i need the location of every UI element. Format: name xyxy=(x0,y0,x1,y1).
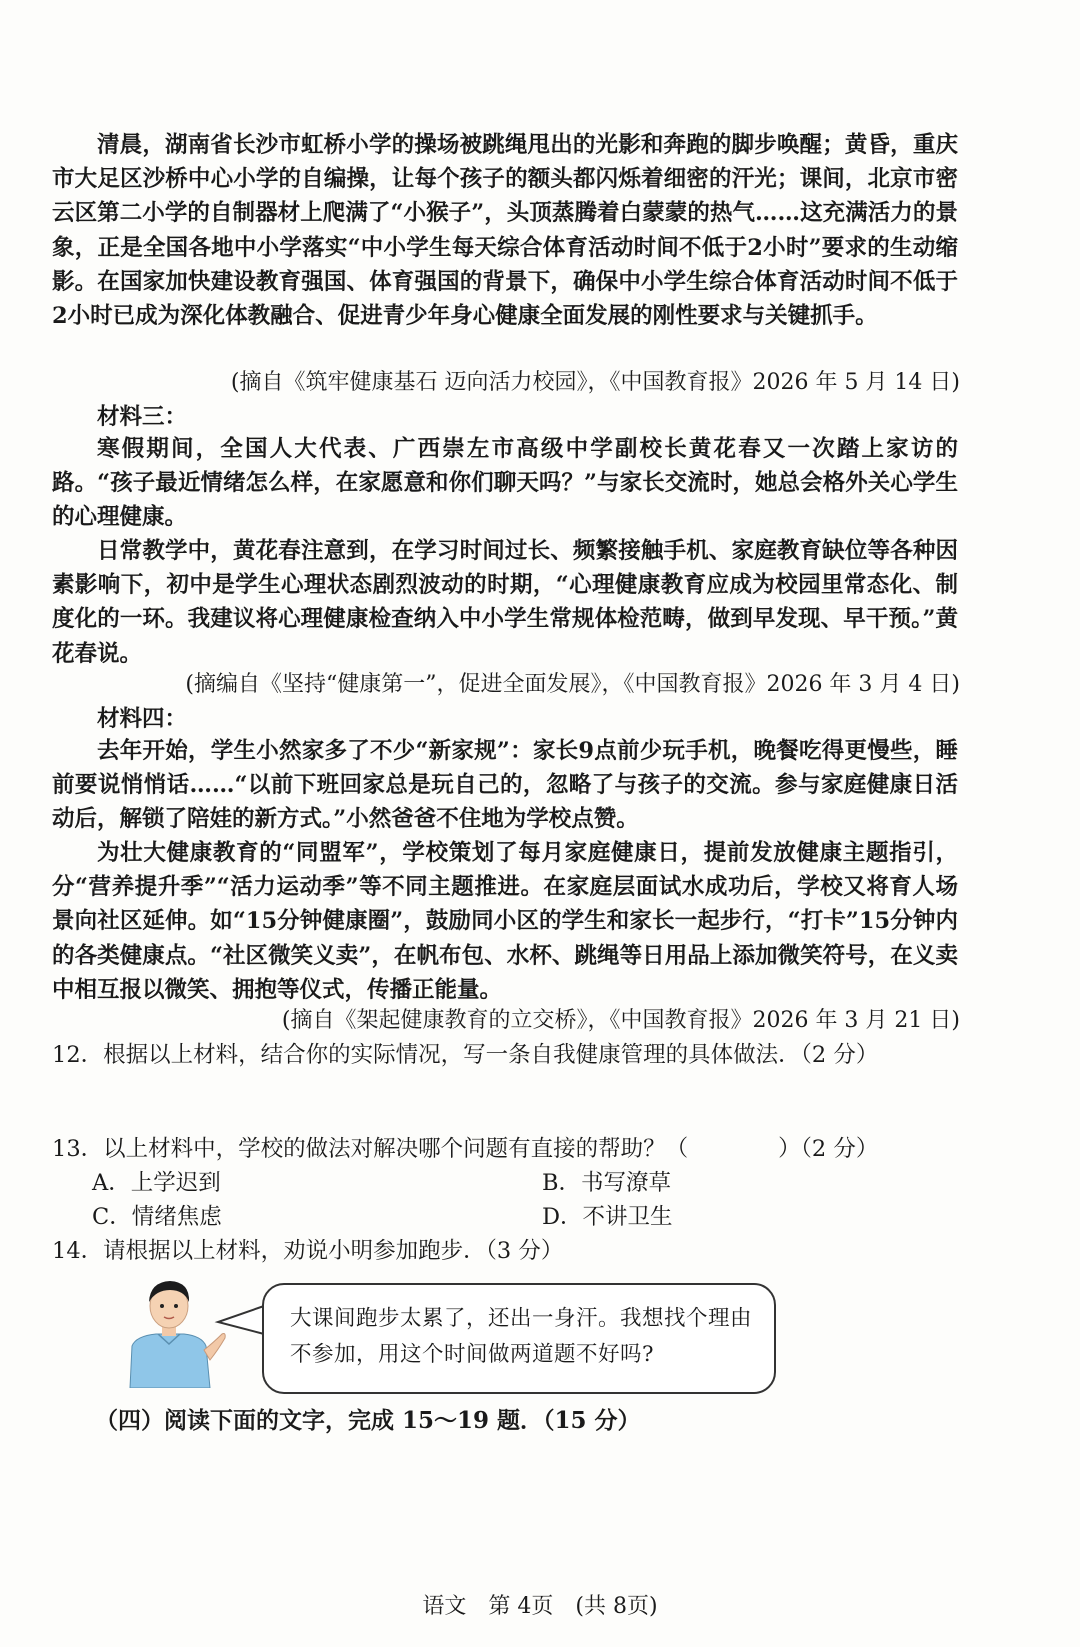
material3-source: (摘编自《坚持“健康第一”，促进全面发展》，《中国教育报》2026 年 3 月 4 日) xyxy=(185,672,960,697)
material4-paragraph-2: 为壮大健康教育的“同盟军”，学校策划了每月家庭健康日，提前发放健康主题指引，分“营养提升季”“活力运动季”等不同主题推进。在家庭层面试水成功后，学校又将育人场景向社区延伸。如“15分钟健康圈”，鼓励同小区的学生和家长一起步行，“打卡”15分钟内的各类健康点。“社区微笑义卖”，在帆布包、水杯、跳绳等日用品上添加微笑符号，在义卖中相互报以微笑、拥抱等仪式，传播正能量。 xyxy=(52,840,958,1003)
page-footer: 语文 第 4页 (共 8页) xyxy=(422,1594,658,1619)
material3-paragraph-2: 日常教学中，黄花春注意到，在学习时间过长、频繁接触手机、家庭教育缺位等各种因素影响下，初中是学生心理状态剧烈波动的时期，“心理健康教育应成为校园里常态化、制度化的一环。我建议将心理健康检查纳入中小学生常规体检范畴，做到早发现、早干预。”黄花春说。 xyxy=(52,538,958,667)
material4-heading: 材料四： xyxy=(97,706,188,732)
material4-source: (摘自《架起健康教育的立交桥》，《中国教育报》2026 年 3 月 21 日) xyxy=(281,1008,960,1033)
speech-bubble xyxy=(262,1283,776,1394)
question-14: 14．请根据以上材料，劝说小明参加跑步．（3 分） xyxy=(52,1238,564,1264)
speech-bubble-tail xyxy=(214,1300,268,1340)
question-12: 12．根据以上材料，结合你的实际情况，写一条自我健康管理的具体做法．（2 分） xyxy=(52,1042,879,1068)
material3-paragraph-1: 寒假期间，全国人大代表、广西崇左市高级中学副校长黄花春又一次踏上家访的路。“孩子最近情绪怎么样，在家愿意和你们聊天吗？”与家长交流时，她总会格外关心学生的心理健康。 xyxy=(52,436,958,531)
material3-heading: 材料三： xyxy=(97,404,188,430)
section-4-title: （四）阅读下面的文字，完成 15～19 题．（15 分） xyxy=(95,1407,641,1434)
option-a: A．上学迟到 xyxy=(92,1170,221,1196)
question-13: 13．以上材料中，学校的做法对解决哪个问题有直接的帮助？（ ）（2 分） xyxy=(52,1136,879,1162)
option-c: C．情绪焦虑 xyxy=(92,1204,222,1230)
option-d: D．不讲卫生 xyxy=(542,1204,673,1230)
material4-paragraph-1: 去年开始，学生小然家多了不少“新家规”：家长9点前少玩手机，晚餐吃得更慢些，睡前要说悄悄话……“以前下班回家总是玩自己的，忽略了与孩子的交流。参与家庭健康日活动后，解锁了陪娃的新方式。”小然爸爸不住地为学校点赞。 xyxy=(52,738,958,833)
speech-bubble-text: 大课间跑步太累了，还出一身汗。我想找个理由不参加，用这个时间做两道题不好吗? xyxy=(290,1306,753,1367)
boy-illustration xyxy=(118,1276,228,1388)
option-b: B．书写潦草 xyxy=(542,1170,672,1196)
material2-paragraph: 清晨，湖南省长沙市虹桥小学的操场被跳绳甩出的光影和奔跑的脚步唤醒；黄昏，重庆市大足区沙桥中心小学的自编操，让每个孩子的额头都闪烁着细密的汗光；课间，北京市密云区第二小学的自制器材上爬满了“小猴子”，头顶蒸腾着白蒙蒙的热气……这充满活力的景象，正是全国各地中小学落实“中小学生每天综合体育活动时间不低于2小时”要求的生动缩影。在国家加快建设教育强国、体育强国的背景下，确保中小学生综合体育活动时间不低于2小时已成为深化体教融合、促进青少年身心健康全面发展的刚性要求与关键抓手。 xyxy=(52,132,958,330)
material2-source: (摘自《筑牢健康基石 迈向活力校园》，《中国教育报》2026 年 5 月 14 日) xyxy=(230,370,960,395)
